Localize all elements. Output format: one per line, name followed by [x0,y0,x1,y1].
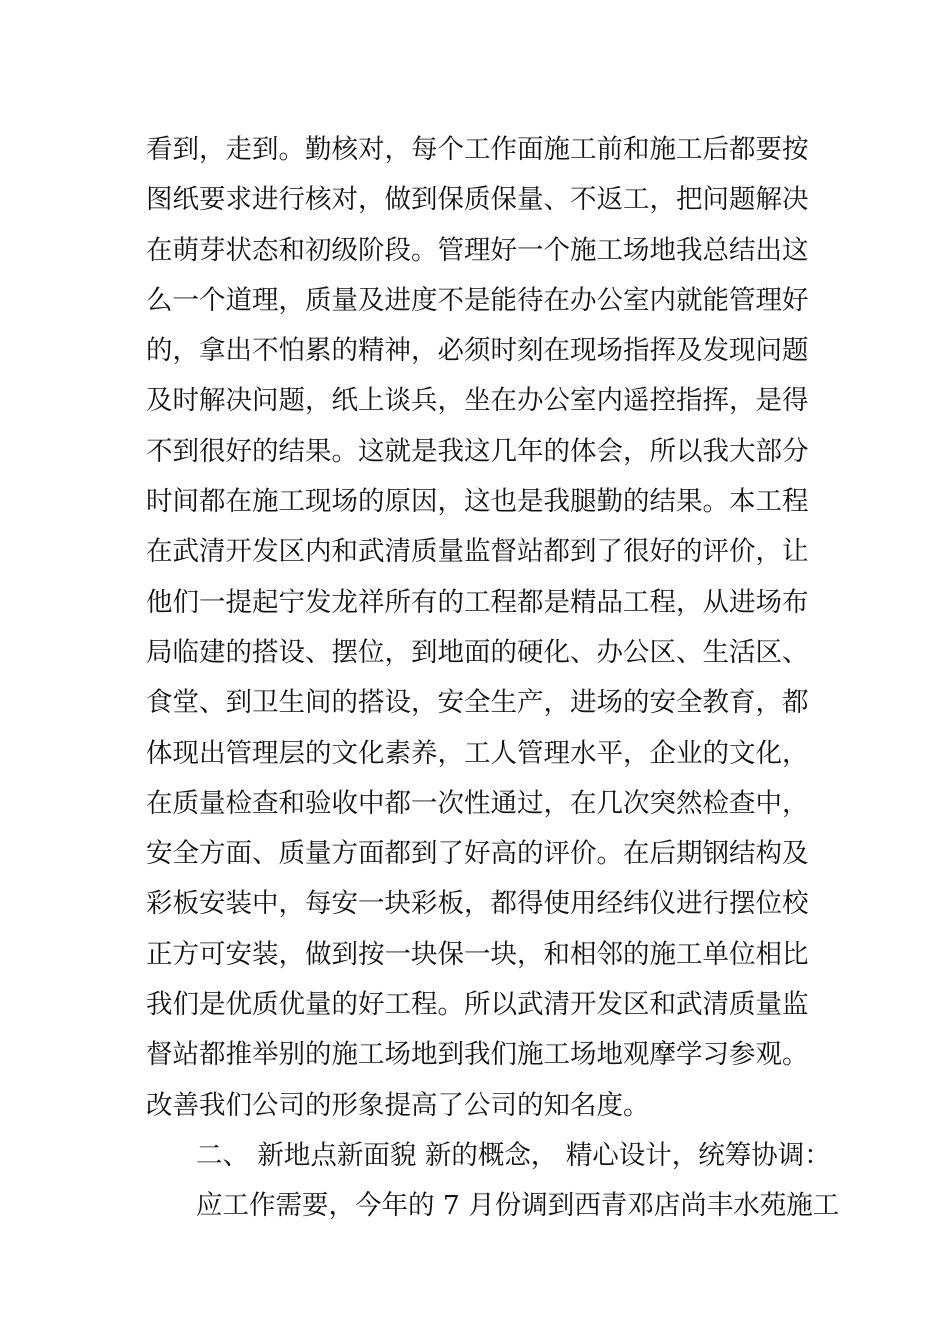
text-line: 局临建的搭设、摆位，到地面的硬化、办公区、生活区、 [146,636,809,668]
section-heading: 二、 新地点新面貌 新的概念， 精心设计，统筹协调： [196,1139,831,1171]
text-line: 体现出管理层的文化素养，工人管理水平，企业的文化， [146,737,809,769]
text-line: 督站都推举别的施工场地到我们施工场地观摩学习参观。 [146,1039,809,1071]
text-line: 正方可安装，做到按一块保一块，和相邻的施工单位相比 [146,938,809,970]
text-line: 时间都在施工现场的原因，这也是我腿勤的结果。本工程 [146,486,809,518]
text-line: 食堂、到卫生间的搭设，安全生产，进场的安全教育，都 [146,687,809,719]
text-line: 在质量检查和验收中都一次性通过，在几次突然检查中， [146,787,809,819]
text-line: 不到很好的结果。这就是我这几年的体会，所以我大部分 [146,435,809,467]
text-line: 他们一提起宁发龙祥所有的工程都是精品工程，从进场布 [146,586,809,618]
text-line: 么一个道理，质量及进度不是能待在办公室内就能管理好 [146,284,809,316]
text-line: 看到，走到。勤核对，每个工作面施工前和施工后都要按 [146,134,809,165]
text-line: 改善我们公司的形象提高了公司的知名度。 [146,1089,650,1121]
text-line: 彩板安装中，每安一块彩板，都得使用经纬仪进行摆位校 [146,888,809,920]
text-line: 图纸要求进行核对，做到保质保量、不返工，把问题解决 [146,184,809,216]
body-text [146,125,840,1232]
text-line: 应工作需要，今年的 7 月份调到西青邓店尚丰水苑施工 [196,1190,840,1222]
text-line: 安全方面、质量方面都到了好高的评价。在后期钢结构及 [146,838,809,870]
text-line: 及时解决问题，纸上谈兵，坐在办公室内遥控指挥，是得 [146,385,809,417]
text-line: 的，拿出不怕累的精神，必须时刻在现场指挥及发现问题 [146,335,809,367]
text-line: 在武清开发区内和武清质量监督站都到了很好的评价，让 [146,536,809,568]
text-line: 在萌芽状态和初级阶段。管理好一个施工场地我总结出这 [146,234,809,266]
text-line: 我们是优质优量的好工程。所以武清开发区和武清质量监 [146,989,809,1021]
